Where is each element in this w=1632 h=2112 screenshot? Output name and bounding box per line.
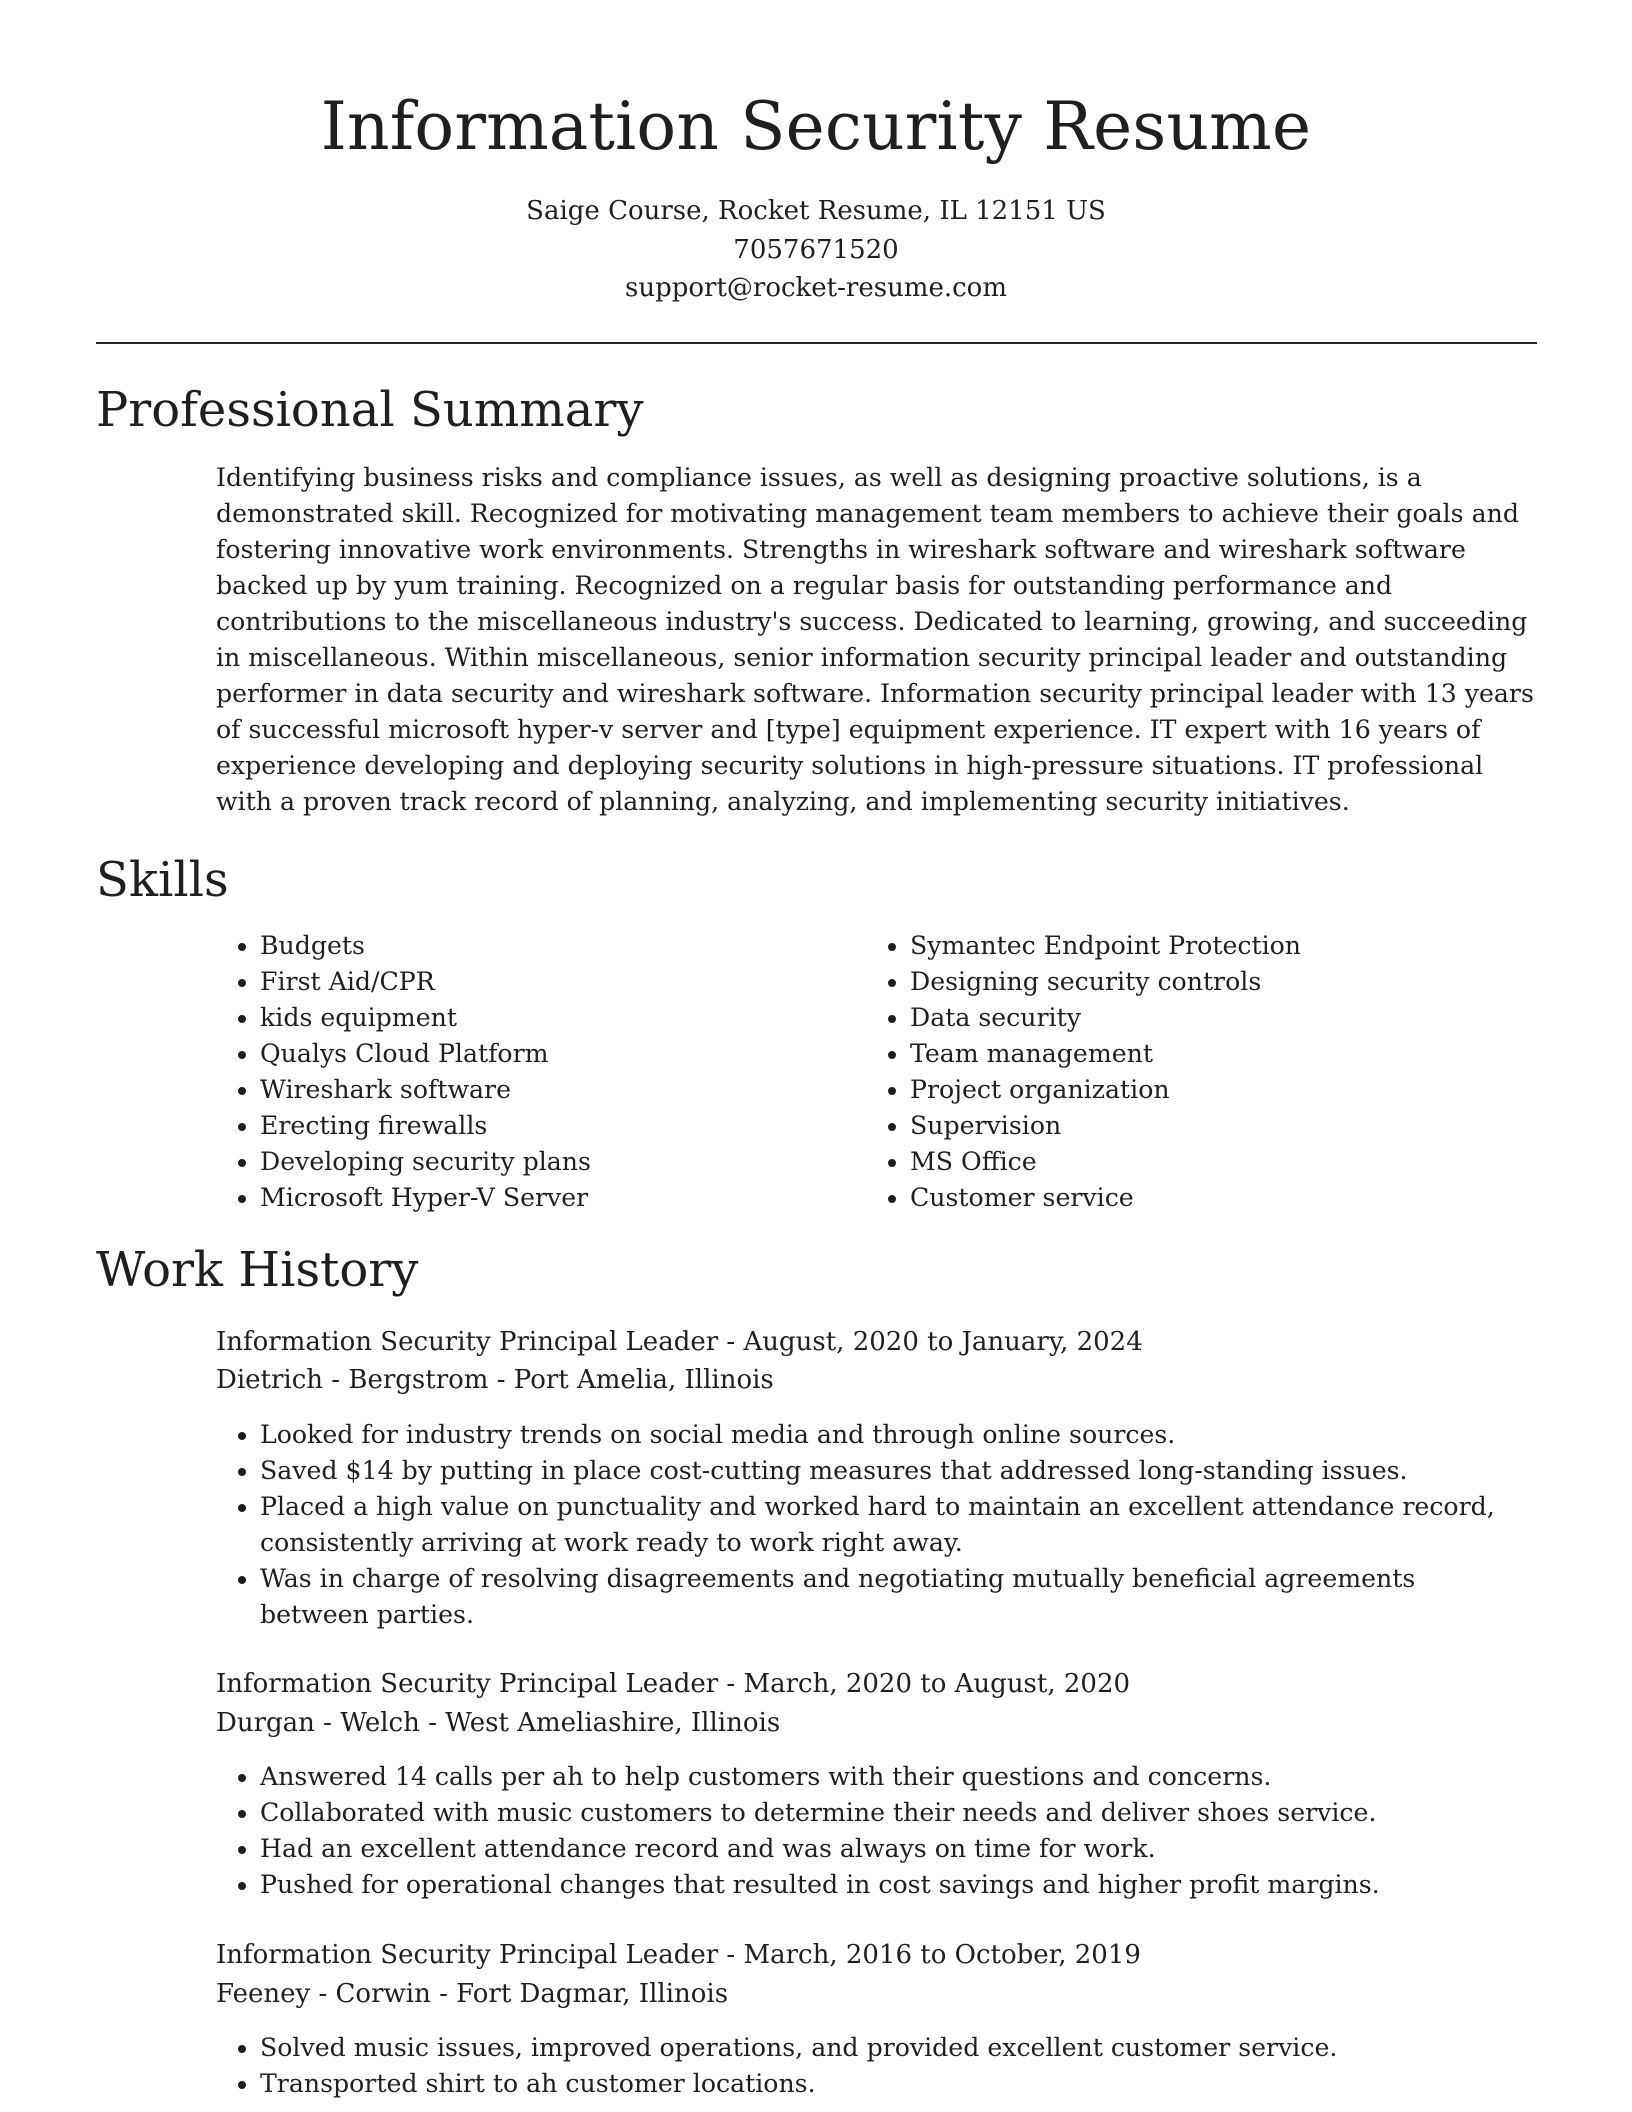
job-title-line: Information Security Principal Leader - March, 2020 to August, 2020 — [216, 1669, 1131, 1699]
section-title-summary: Professional Summary — [96, 382, 644, 438]
skills-list-left — [216, 928, 820, 1216]
job-bullet: • Saved $14 by putting in place cost-cutting measures that addressed long-standing issues. — [260, 1453, 1510, 1489]
skill-item: • Symantec Endpoint Protection — [910, 928, 1530, 964]
job-bullet: • Was in charge of resolving disagreements and negotiating mutually beneficial agreements between parties. — [260, 1561, 1510, 1633]
job-bullet: • Collaborated with music customers to determine their needs and deliver shoes service. — [260, 1795, 1510, 1831]
job-bullets — [216, 2030, 1510, 2102]
job-bullets — [216, 1759, 1510, 1903]
section-title-work-history: Work History — [96, 1242, 419, 1298]
skill-item: • Wireshark software — [260, 1072, 820, 1108]
skill-item: • Team management — [910, 1036, 1530, 1072]
header-divider — [96, 342, 1537, 344]
skill-item: • kids equipment — [260, 1000, 820, 1036]
job-bullet: • Pushed for operational changes that resulted in cost savings and higher profit margins. — [260, 1867, 1510, 1903]
skills-list-right — [866, 928, 1530, 1216]
job-bullet: • Looked for industry trends on social media and through online sources. — [260, 1417, 1510, 1453]
skill-item: • MS Office — [910, 1144, 1530, 1180]
job-bullet: • Transported shirt to ah customer locations. — [260, 2066, 1510, 2102]
skill-item: • Erecting firewalls — [260, 1108, 820, 1144]
contact-email: support@rocket-resume.com — [624, 273, 1007, 303]
skill-item: • Supervision — [910, 1108, 1530, 1144]
skill-item: • Budgets — [260, 928, 820, 964]
job-title-line: Information Security Principal Leader - August, 2020 to January, 2024 — [216, 1327, 1143, 1357]
skill-item: • Project organization — [910, 1072, 1530, 1108]
skill-item: • Designing security controls — [910, 964, 1530, 1000]
skill-item: • Qualys Cloud Platform — [260, 1036, 820, 1072]
job-company-line: Dietrich - Bergstrom - Port Amelia, Illinois — [216, 1365, 774, 1395]
job-bullets — [216, 1417, 1510, 1633]
job-bullet: • Had an excellent attendance record and was always on time for work. — [260, 1831, 1510, 1867]
job-title-line: Information Security Principal Leader - March, 2016 to October, 2019 — [216, 1940, 1141, 1970]
job-company-line: Feeney - Corwin - Fort Dagmar, Illinois — [216, 1979, 729, 2009]
job-bullet: • Solved music issues, improved operations, and provided excellent customer service. — [260, 2030, 1510, 2066]
job-bullet: • Answered 14 calls per ah to help customers with their questions and concerns. — [260, 1759, 1510, 1795]
resume-title: Information Security Resume — [320, 88, 1312, 165]
job-bullet: • Placed a high value on punctuality and worked hard to maintain an excellent attendance record, consistently arriving at work ready to work right away. — [260, 1489, 1510, 1561]
job-company-line: Durgan - Welch - West Ameliashire, Illinois — [216, 1708, 781, 1738]
skill-item: • Data security — [910, 1000, 1530, 1036]
skill-item: • Developing security plans — [260, 1144, 820, 1180]
contact-phone: 7057671520 — [733, 235, 899, 265]
skill-item: • First Aid/CPR — [260, 964, 820, 1000]
summary-text: Identifying business risks and compliance issues, as well as designing proactive solutions, is a demonstrated skill. Recognized for motivating management team members to achieve their goals and fostering innovative work environments. Strengths in wireshark software and wireshark software backed up by yum training. Recognized on a regular basis for outstanding performance and contributions to the miscellaneous industry's success. Dedicated to learning, growing, and succeeding in miscellaneous. Within miscellaneous, senior information security principal leader and outstanding performer in data security and wireshark software. Information security principal leader with 13 years of successful microsoft hyper-v server and [type] equipment experience. IT expert with 16 years of experience developing and deploying security solutions in high-pressure situations. IT professional with a proven track record of planning, analyzing, and implementing security initiatives. — [216, 463, 1534, 816]
skill-item: • Customer service — [910, 1180, 1530, 1216]
skill-item: • Microsoft Hyper-V Server — [260, 1180, 820, 1216]
contact-address: Saige Course, Rocket Resume, IL 12151 US — [526, 196, 1106, 226]
section-title-skills: Skills — [96, 852, 229, 908]
